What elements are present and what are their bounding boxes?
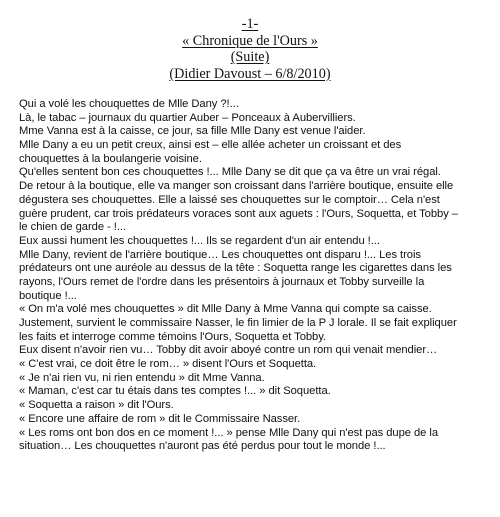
story-line: Justement, survient le commissaire Nasser, le fin limier de la P J lorale. Il se fait expliquer: [19, 317, 457, 329]
story-line: Qu'elles sentent bon ces chouquettes !... Mlle Dany se dit que ça va être un vrai régal.: [19, 166, 441, 179]
story-line: « Soquetta a raison » dit l'Ours.: [19, 399, 174, 412]
story-line: boutique !...: [19, 289, 77, 302]
story-line: guère prudent, car trois prédateurs voraces sont aux aguets : l'Ours, Soquetta, et Tobby –: [19, 207, 458, 220]
story-line: « On m'a volé mes chouquettes » dit Mlle Dany à Mme Vanna qui compte sa caisse.: [19, 303, 432, 316]
page-number: -1-: [241, 16, 259, 32]
document-header: [0, 16, 500, 82]
story-line: « Maman, c'est car tu étais dans tes comptes !... » dit Soquetta.: [19, 385, 331, 398]
chronicle-title: « Chronique de l'Ours »: [182, 32, 318, 49]
chronicle-subtitle: (Suite): [230, 49, 270, 65]
story-line: Qui a volé les chouquettes de Mlle Dany ?!...: [19, 98, 239, 110]
story-line: « C'est vrai, ce doit être le rom… » disent l'Ours et Soquetta.: [19, 358, 317, 371]
story-line: Eux disent n'avoir rien vu… Tobby dit avoir aboyé contre un rom qui venait mendier…: [19, 344, 438, 357]
story-line: Là, le tabac – journaux du quartier Auber – Ponceaux à Aubervilliers.: [19, 111, 356, 124]
story-line: chouquettes à la boulangerie voisine.: [19, 152, 202, 165]
story-line: dégustera ses chouquettes. Elle a laissé ses chouquettes sur le comptoir… Cela n'est: [19, 193, 440, 206]
story-line: Mlle Dany, revient de l'arrière boutique… Les chouquettes ont disparu !... Les trois: [19, 248, 421, 261]
story-body: [19, 98, 489, 454]
story-line: les faits et interroge comme témoins l'Ours, Soquetta et Tobby.: [19, 330, 326, 343]
story-line: Eux aussi hument les chouquettes !... Ils se regardent d'un air entendu !...: [19, 234, 380, 247]
story-line: rayons, l'Ours remet de l'ordre dans les présentoirs à journaux et Tobby surveille la: [19, 275, 425, 288]
story-line: prédateurs ont une auréole au dessus de la tête : Soquetta range les cigarettes dans les: [19, 262, 452, 275]
story-line: « Je n'ai rien vu, ni rien entendu » dit Mme Vanna.: [19, 371, 265, 384]
story-line: De retour à la boutique, elle va manger son croissant dans l'arrière boutique, ensuite elle: [19, 180, 454, 193]
story-line: le chien de garde - !...: [19, 221, 127, 234]
story-line: Mme Vanna est à la caisse, ce jour, sa fille Mlle Dany est venue l'aider.: [19, 125, 366, 138]
story-line: situation… Les chouquettes n'auront pas été perdus pour tout le monde !...: [19, 440, 386, 453]
story-line: « Encore une affaire de rom » dit le Commissaire Nasser.: [19, 412, 301, 425]
story-line: Mlle Dany a eu un petit creux, ainsi est – elle allée acheter un croissant et des: [19, 139, 402, 152]
author-date: (Didier Davoust – 6/8/2010): [169, 65, 331, 82]
story-line: « Les roms ont bon dos en ce moment !... » pense Mlle Dany qui n'est pas dupe de la: [19, 426, 439, 439]
